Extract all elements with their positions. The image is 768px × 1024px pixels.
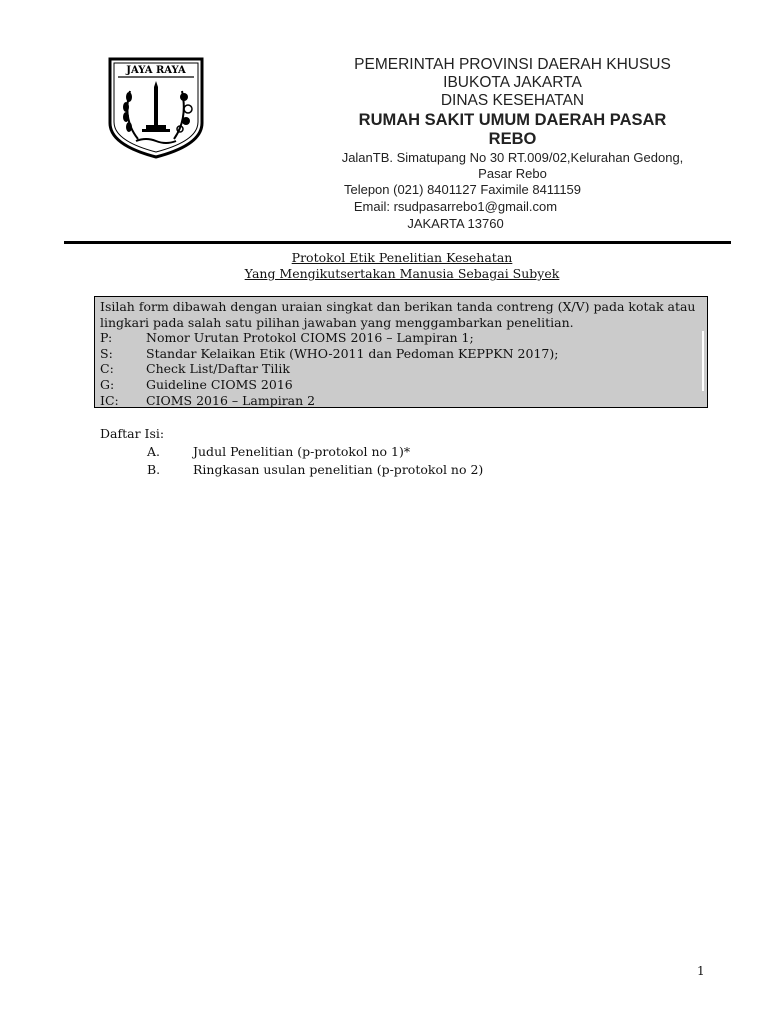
city-line: JAKARTA 13760 (407, 216, 504, 231)
legend-row (100, 346, 702, 362)
legend-code: C: (100, 361, 114, 377)
government-header (305, 56, 720, 110)
gov-line: PEMERINTAH PROVINSI DAERAH KHUSUS (354, 56, 671, 73)
legend-text: Nomor Urutan Protokol CIOMS 2016 – Lampiran 1; (146, 330, 474, 346)
page-number: 1 (697, 964, 705, 978)
box-edge-mark (702, 331, 704, 391)
legend-code: S: (100, 345, 113, 361)
hospital-line: REBO (488, 130, 537, 148)
toc-item (147, 462, 483, 478)
legend-row (100, 330, 702, 346)
email-line: Email: rsudpasarrebo1@gmail.com (353, 199, 558, 214)
legend-text: Standar Kelaikan Etik (WHO-2011 dan Pedoman KEPPKN 2017); (146, 345, 559, 361)
gov-line: IBUKOTA JAKARTA (443, 74, 582, 91)
header-divider (64, 241, 731, 244)
instruction-box (94, 296, 708, 408)
address-line: Pasar Rebo (478, 166, 547, 181)
toc-item-letter: B. (147, 462, 161, 477)
instruction-text: Isilah form dibawah dengan uraian singkat dan berikan tanda contreng (X/V) pada kotak atau lingkari pada salah satu pilihan jawaban yang menggambarkan penelitian. (100, 299, 696, 330)
address-line: JalanTB. Simatupang No 30 RT.009/02,Kelurahan Gedong, (341, 150, 684, 165)
hospital-name (305, 111, 720, 149)
legend-text: Guideline CIOMS 2016 (146, 376, 293, 392)
legend-row (100, 393, 702, 409)
toc-item-text: Judul Penelitian (p-protokol no 1)* (193, 444, 411, 459)
toc-item-text: Ringkasan usulan penelitian (p-protokol no 2) (193, 462, 484, 477)
legend-code: G: (100, 376, 115, 392)
logo-text: JAYA RAYA (126, 65, 186, 76)
gov-line: DINAS KESEHATAN (440, 92, 585, 109)
document-title: Protokol Etik Penelitian Kesehatan (291, 250, 513, 265)
legend-code: IC: (100, 392, 119, 408)
legend-code: P: (100, 330, 113, 346)
phone-line: Telepon (021) 8401127 Faximile 8411159 (343, 182, 582, 197)
jaya-raya-logo (108, 57, 204, 159)
legend-row (100, 361, 702, 377)
legend-text: Check List/Daftar Tilik (146, 361, 290, 377)
toc-heading: Daftar Isi: (100, 426, 165, 441)
document-subtitle: Yang Mengikutsertakan Manusia Sebagai Subyek (244, 266, 560, 281)
toc-item (147, 444, 410, 460)
legend-text: CIOMS 2016 – Lampiran 2 (146, 392, 316, 408)
hospital-line: RUMAH SAKIT UMUM DAERAH PASAR (358, 111, 667, 129)
legend-row (100, 377, 702, 393)
toc-item-letter: A. (147, 444, 161, 459)
